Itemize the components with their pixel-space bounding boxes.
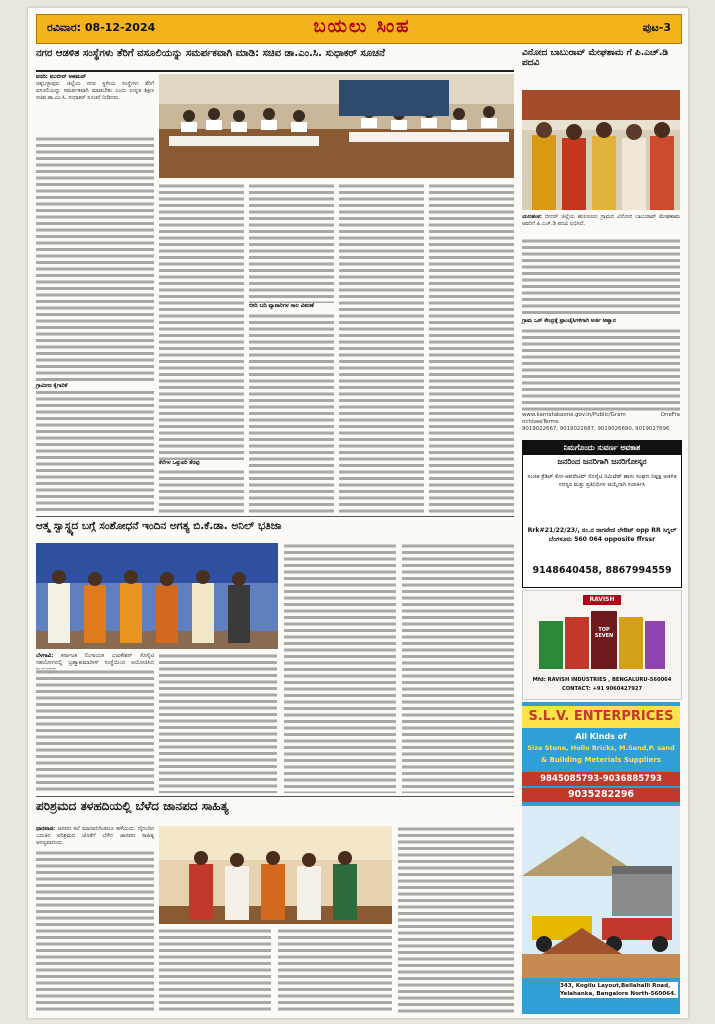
sidebar-body	[522, 214, 680, 436]
ad1-body: ಸಂಚಿತ ಕ್ರೆಡಿಟ್ ಕೋ-ಆಪರೇಟಿವ್ ಸೊಸೈಟಿ ರಿಮಿಟೆಡ್ ಹಾಗು ಸಂಘದ ನಿಷ್ಪಕ್ಷ ಆಡಳಿತ ಸದಸ್ಯರ ಮತ್ತು ಪ್ರತಿನಿಧಿಗಳ ಆಯ್ಕೆಗಾಗಿ ಸಂಪರ್ಕಿಸಿ	[527, 474, 677, 488]
story2-column-1	[36, 653, 154, 793]
story1-column-4	[339, 183, 424, 514]
ravish-product-ad	[522, 590, 682, 700]
story1-snippet: ಚಿಕ್ಕಬಳ್ಳಾಪುರ: ಜಿಲ್ಲೆಯ ನಗರ ಸ್ಥಳೀಯ ಸಂಸ್ಥೆಗಳು ತೆರಿಗೆ ವಸೂಲಿಯನ್ನು ಸಮರ್ಪಕವಾಗಿ ಮಾಡಬೇಕು ಎಂದು ಉನ್ನತ ಶಿಕ್ಷಣ ಸಚಿವ ಡಾ.ಎಂ.ಸಿ. ಸುಧಾಕರ್ ಸೂಚನೆ ನೀಡಿದರು.	[36, 81, 154, 101]
newspaper-page	[28, 8, 688, 1018]
issue-date: ರವಿವಾರ: 08-12-2024	[47, 21, 156, 34]
ad2-contact: CONTACT: +91 9060427927	[561, 686, 643, 692]
story1-subhead-1: ಬೀದಿ ಬದಿ ವ್ಯಾಪಾರಿಗಳ ಸಾಲ ವಿತರಣೆ	[249, 303, 334, 313]
ad3-phone2: 9035282296	[522, 788, 680, 802]
ad3-phone1: 9845085793-9036885793	[522, 772, 680, 786]
sidebar-headline: ವಿನೋದ ಬಾಬುರಾವ್ ಮೇಘಶಾಮ ಗೆ ಪಿ.ಎಚ್.ಡಿ ಪದವಿ	[522, 48, 669, 69]
story3-location: ಧಾರವಾಡ:	[36, 826, 56, 832]
cooperative-society-ad	[522, 440, 682, 588]
ad3-line3: & Building Meterials Suppliers	[540, 756, 662, 764]
story2-location: ಬೆಳಗಾವಿ:	[36, 653, 54, 659]
story2-headline: ಆತ್ಮ ಸ್ವಾಸ್ಥ್ಯದ ಬಗ್ಗೆ ಸಂಶೋಧನೆ ಇಂದಿನ ಅಗತ್ಯ ಬಿ.ಕೆ.ಡಾ. ಅನಿಲ್ ಭತಿಜಾ	[36, 520, 282, 532]
product-packets-graphic	[537, 607, 667, 673]
ad3-title: S.L.V. ENTERPRICES	[522, 706, 680, 728]
sidebar-url: www.karnatakaone.gov.in/Public/Gram OneFra nchiseeTerms	[522, 412, 680, 425]
story1-subhead-2: ಗ್ರಾಮೀಣ ಕೈಗಾರಿಕೆ	[36, 383, 154, 391]
sidebar-subhead: ಗ್ರಾಮ ಒನ್ ಕೇಂದ್ರಕ್ಕೆ ಫ್ರಾಂಚೈಸಿಗಳಿಗಾಗಿ ಅರ್ಜಿ ಆಹ್ವಾನ	[522, 318, 616, 324]
ad2-product: TOP SEVEN	[594, 627, 614, 639]
story3-column-4	[398, 826, 514, 1014]
story3-column-2	[159, 928, 271, 1014]
masthead	[36, 14, 682, 44]
ad3-line1: All Kinds of	[575, 732, 627, 741]
page-number: ಪುಟ-3	[642, 21, 671, 34]
story1-column-3	[249, 183, 334, 514]
honour-ceremony-photo	[36, 543, 278, 649]
story3-snippet: ಜನಪದ ಕಲೆ ಮಾನವನಿಗಿಂತಲೂ ಹಳೆಯದು. ದೈನಂದಿನ ಬದುಕಿನ ಪರಿಶ್ರಮದ ಜೊತೆಗೆ ಬೆಳೆದ ಜಾನಪದ ಸಾಹಿತ್ಯ ಅನನ್ಯವಾದುದು.	[36, 826, 155, 846]
story1-column-1	[36, 74, 154, 514]
story2-column-2	[159, 653, 277, 793]
sidebar-location: ಯಲಹಂಕ:	[522, 214, 542, 220]
phd-ceremony-photo	[522, 90, 680, 210]
story1-subhead-3: ಕೆರೆಗಳ ಒತ್ತುವರಿ ತೆರವು	[159, 460, 244, 468]
ad2-brand: RAVISH	[583, 595, 621, 605]
folk-literature-event-photo	[159, 826, 392, 924]
meeting-photo	[159, 74, 514, 178]
ad3-address: 343, Kogilu Layout,Bellahalli Road, Yelahanka, Bangalore North-560064.	[560, 983, 677, 997]
ad1-address: Rrk#21/22/23/, ನಂ.ನ ನಾಗವೇಣಿ ಲೇಔಟ್ opp RR ಸಿಗ್ನಲ್ ಬೆಂಗಳೂರು 560 064 opposite ffrssr	[527, 527, 677, 543]
story3-column-1	[36, 826, 154, 1014]
sidebar-phones: 9019022667, 9019022687, 9019026690, 9019027696	[522, 426, 670, 432]
ad3-line2: Size Stone, Hollo Bricks, M.Sand,P. sand	[527, 744, 675, 752]
story3-headline: ಪರಿಶ್ರಮದ ತಳಹದಿಯಲ್ಲಿ ಬೆಳೆದ ಜಾನಪದ ಸಾಹಿತ್ಯ	[36, 799, 229, 813]
story2-column-3	[284, 543, 396, 793]
story1-byline: ವರದಿ: ಮುಬೀನ್ ಅಹಮದ್	[36, 74, 87, 80]
story2-snippet: ಕರ್ನಾಟಕ ಲಿಂಗಾಯತ ಎಜುಕೇಶನ್ ಸೊಸೈಟಿ ಸಹಯೋಗದಲ್ಲಿ ಬ್ರಹ್ಮಾಕುಮಾರೀಸ್ ಸಂಸ್ಥೆಯಿಂದ ಆಯೋಜಿಸಿದ	[36, 653, 154, 666]
ad1-banner: ನಿಮಗೊಂದು ಸುವರ್ಣ ಅವಕಾಶ	[523, 441, 681, 455]
paper-name: ಬಯಲು ಸಿಂಹ	[313, 16, 411, 37]
slv-enterprises-ad	[522, 702, 680, 1014]
ad2-mfd: Mfd: RAVISH INDUSTRIES , BENGALURU-560064	[532, 677, 672, 683]
story2-column-4	[402, 543, 514, 793]
ad1-slogan: ಜನರಿಂದ ಜನರಿಗಾಗಿ ಜನರಿಗೋಸ್ಕರ	[557, 457, 647, 466]
construction-materials-graphic	[522, 806, 680, 978]
ad1-phones: 9148640458, 8867994559	[532, 565, 672, 576]
story1-column-5	[429, 183, 514, 514]
sidebar-snippet: ಬೀದರ್ ಜಿಲ್ಲೆಯ ಹುಲಸೂರು ಗ್ರಾಮದ ವಿನೋದ ಬಾಬುರಾವ್ ಮೇಘಶಾಮ ಅವರಿಗೆ ಪಿ.ಎಚ್.ಡಿ ಪದವಿ ಲಭಿಸಿದೆ.	[522, 214, 680, 227]
story3-column-3	[278, 928, 392, 1014]
story1-headline: ನಗರ ಆಡಳಿತ ಸಂಸ್ಥೆಗಳು ತೆರಿಗೆ ವಸೂಲಿಯನ್ನು ಸಮರ್ಪಕವಾಗಿ ಮಾಡಿ: ಸಚಿವ ಡಾ.ಎಂ.ಸಿ. ಸುಧಾಕರ್ ಸೂಚನೆ	[36, 48, 514, 72]
